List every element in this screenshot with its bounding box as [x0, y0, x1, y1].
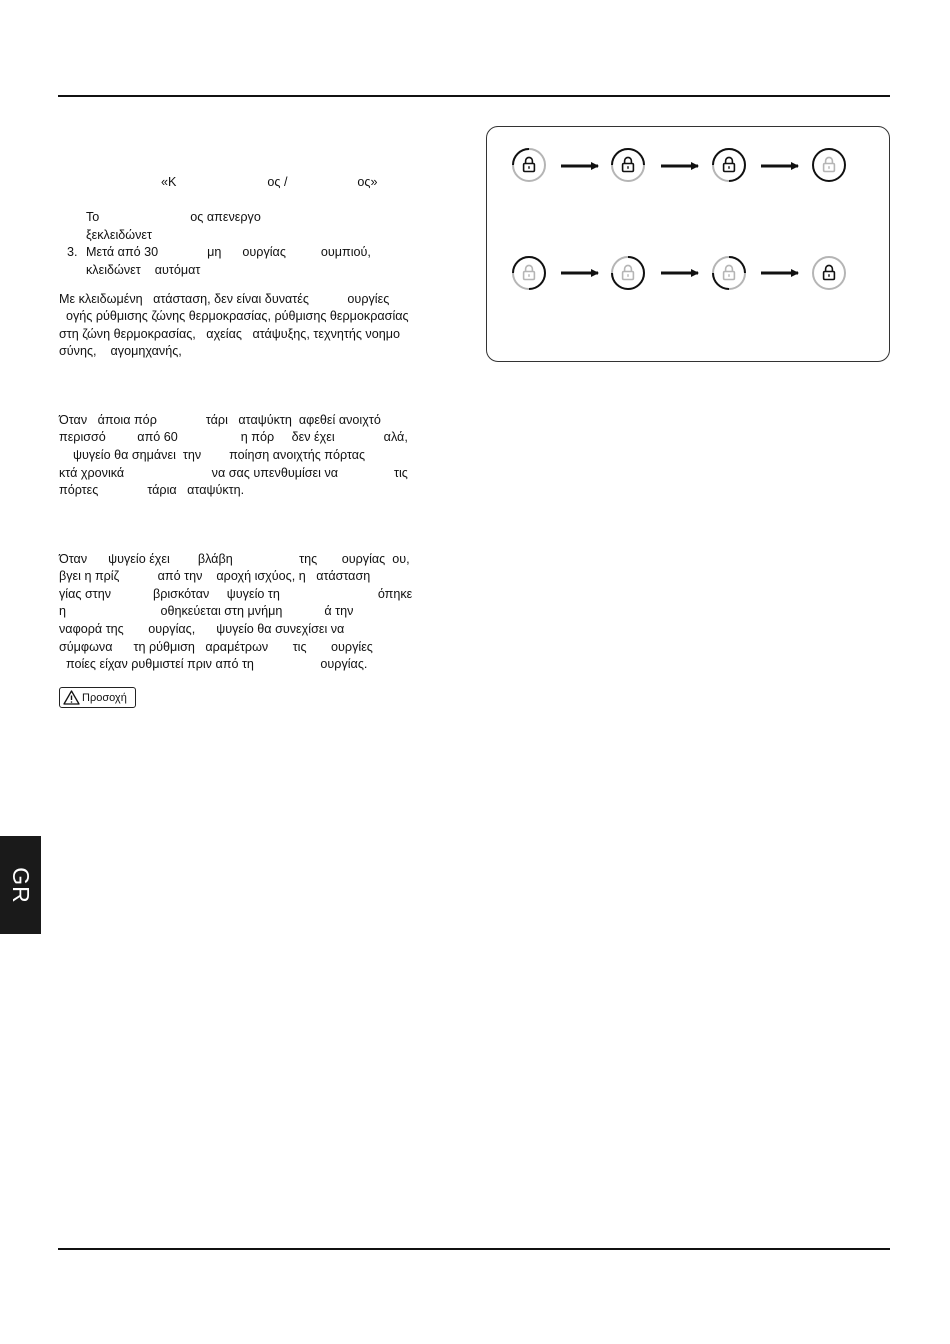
step-2-line-1: Το ος απενεργο — [86, 210, 261, 224]
memory-para-line-2: βγει η πρίζ από την αροχή ισχύος, η ατάσταση — [59, 569, 371, 583]
door-para-line-3: ψυγείο θα σημάνει την ποίηση ανοιχτής πόρτας — [59, 448, 366, 462]
memory-para-line-1: Όταν ψυγείο έχει βλάβη της ουργίας ου, — [59, 552, 410, 566]
step-3-line-1: Μετά από 30 μη ουργίας ουμπιού, — [86, 245, 371, 259]
locked-para-line-1: Με κλειδωμένη ατάσταση, δεν είναι δυνατές ουργίες — [59, 292, 390, 306]
door-para-line-4: κτά χρονικά να σας υπενθυμίσει να τις — [59, 466, 408, 480]
memory-para-line-4: η οθηκεύεται στη μνήμη ά την — [59, 604, 354, 618]
lock-step-1 — [513, 149, 545, 181]
memory-para-line-3: γίας στην βρισκόταν ψυγείο τη όπηκε — [59, 587, 413, 601]
door-para-line-1: Όταν άποια πόρ τάρι αταψύκτη αφεθεί ανοιχτό — [59, 413, 381, 427]
step-3-line-2: κλειδώνετ αυτόματ — [86, 263, 201, 277]
unlock-step-4 — [813, 257, 845, 289]
language-tab — [0, 836, 41, 934]
lock-mode-title: «Κ ος / ος» — [161, 175, 378, 189]
footer-rule — [58, 1248, 890, 1250]
locked-para-line-3: στη ζώνη θερμοκρασίας, αχείας ατάψυξης, τεχνητής νοημο — [59, 327, 400, 341]
warning-triangle-icon — [63, 690, 80, 705]
warning-badge — [59, 687, 136, 708]
language-tab-label: GR — [8, 866, 34, 904]
header-rule — [58, 95, 890, 97]
door-para-line-5: πόρτες τάρια αταψύκτη. — [59, 483, 245, 497]
unlock-step-1 — [513, 257, 545, 289]
unlock-step-3 — [713, 257, 745, 289]
lock-step-4 — [813, 149, 845, 181]
lock-step-2 — [612, 149, 644, 181]
step-3-number: 3. — [67, 245, 78, 259]
lock-sequence-diagram — [486, 126, 890, 362]
unlock-step-2 — [612, 257, 644, 289]
step-2-line-2: ξεκλειδώνετ — [86, 228, 152, 242]
warning-label: Προσοχή — [82, 691, 127, 704]
lock-step-3 — [713, 149, 745, 181]
memory-para-line-6: σύμφωνα τη ρύθμιση αραμέτρων τις ουργίες — [59, 640, 373, 654]
door-para-line-2: περισσό από 60 η πόρ δεν έχει αλά, — [59, 430, 408, 444]
memory-para-line-7: ποίες είχαν ρυθμιστεί πριν από τη ουργίας. — [59, 657, 368, 671]
locked-para-line-2: ογής ρύθμισης ζώνης θερμοκρασίας, ρύθμισης θερμοκρασίας — [59, 309, 409, 323]
memory-para-line-5: ναφορά της ουργίας, ψυγείο θα συνεχίσει να — [59, 622, 345, 636]
locked-para-line-4: σύνης, αγομηχανής, — [59, 344, 182, 358]
